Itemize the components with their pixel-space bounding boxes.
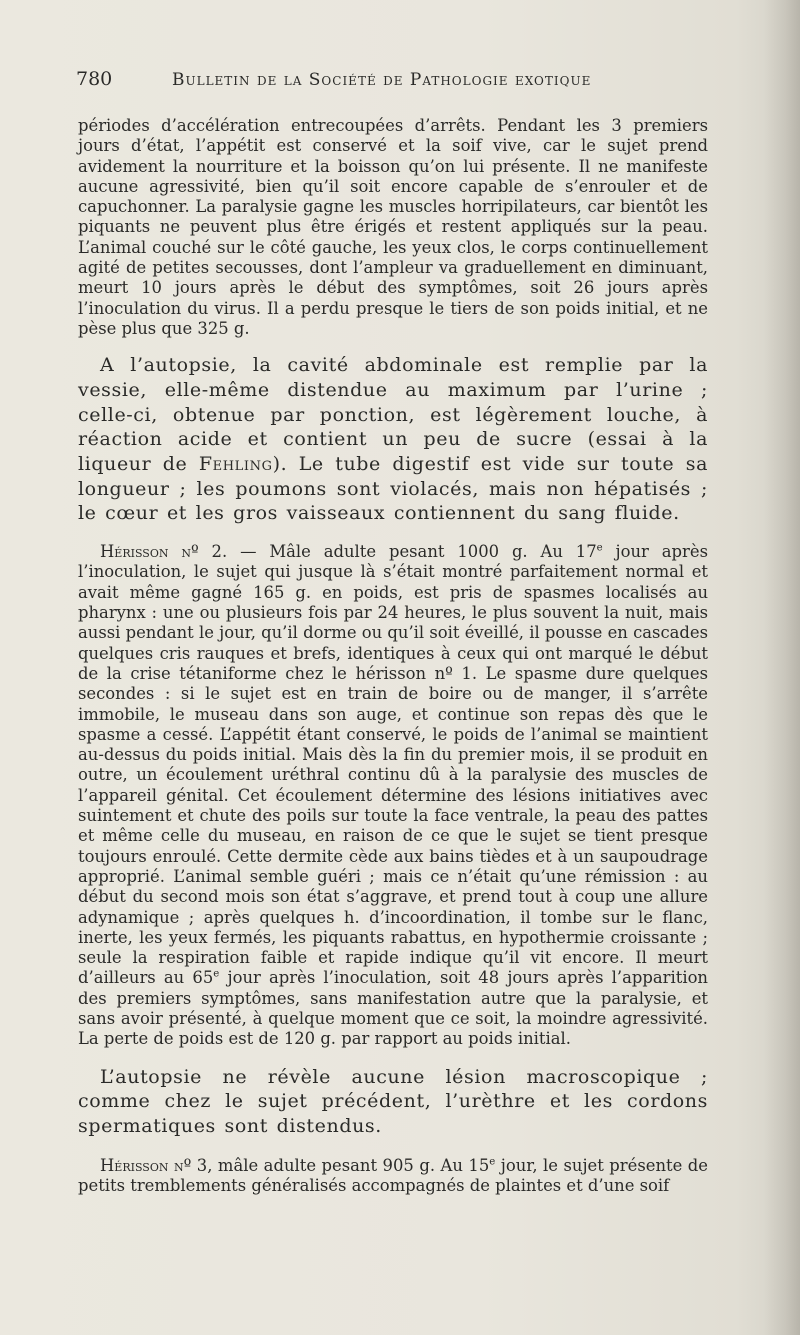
- superscript: e: [213, 968, 220, 980]
- paragraph-text: jour, le sujet présente de petits tremblements généralisés accompagnés de plaintes et d’une soif: [78, 1155, 708, 1196]
- paragraph-autopsy-1: [78, 353, 708, 526]
- page-number: 780: [76, 68, 113, 90]
- case-label: Hérisson nº 3,: [100, 1155, 213, 1175]
- paragraph-text: A l’autopsie, la cavité abdominale est remplie par la vessie, elle-même distendue au maximum par l’urine ; celle-ci, obtenue par ponction, est légèrement louche, à réaction acide et contient un peu de sucre (essai à la liqueur de: [78, 354, 708, 476]
- paragraph-text: jour après l’inoculation, le sujet qui jusque là s’était montré parfaitement normal et avait même gagné 165 g. en poids, est pris de spasmes localisés au pharynx : une ou plusieurs fois par 24 heures, le plus souvent la nuit, mais aussi pendant le jour, qu’il dorme ou qu’il soit éveillé, il pousse en cascades quelques cris rauques et brefs, identiques à ceux qui ont marqué le début de la crise tétaniforme chez le hérisson nº 1. Le spasme dure quelques secondes : si le sujet est en train de boire ou de manger, il s’arrête immobile, le museau dans son auge, et continue son repas dès que le spasme a cessé. L’appétit étant conservé, le poids de l’animal se maintient au-dessus du poids initial. Mais dès la fin du premier mois, il se produit en outre, un écoulement uréthral continu dû à la paralysie des muscles de l’appareil génital. Cet écoulement détermine des lésions initiatives avec suintement et chute des poils sur toute la face ventrale, la peau des pattes et même celle du museau, en raison de ce que le sujet se tient presque toujours enroulé. Cette dermite cède aux bains tièdes et à un saupoudrage approprié. L’animal semble guéri ; mais ce n’était qu’une rémission : au début du second mois son état s’aggrave, et prend tout à coup une allure adynamique ; après quelques h. d’incoordination, il tombe sur le flanc, inerte, les yeux fermés, les piquants rabattus, en hypothermie croissante ; seule la respiration faible et rapide indique qu’il vit encore. Il meurt d’ailleurs au 65: [78, 542, 708, 988]
- running-title: Bulletin de la Société de Pathologie exotique: [172, 70, 592, 90]
- page-header: [76, 68, 716, 98]
- case-label: Hérisson nº 2.: [100, 542, 228, 562]
- paragraph-text: jour après l’inoculation, soit 48 jours après l’apparition des premiers symptômes, sans manifestation autre que la paralysie, et sans avoir présenté, à quelque moment que ce soit, la moindre agressivité. La perte de poids est de 120 g. par rapport au poids initial.: [78, 968, 708, 1049]
- page-edge-shadow: [764, 0, 800, 1335]
- paragraph-text: ). Le tube digestif est vide sur toute sa longueur ; les poumons sont violacés, mais non hépatisés ; le cœur et les gros vaisseaux contiennent du sang fluide.: [78, 453, 708, 525]
- paragraph-text: mâle adulte pesant 905 g. Au 15: [212, 1155, 490, 1175]
- paragraph-continuation: périodes d’accélération entrecoupées d’arrêts. Pendant les 3 premiers jours d’état, l’appétit est conservé et la soif vive, car le sujet prend avidement la nourriture et la boisson qu’on lui présente. Il ne manifeste aucune agressivité, bien qu’il soit encore capable de s’enrouler et de capuchonner. La paralysie gagne les muscles horripilateurs, car bientôt les piquants ne peuvent plus être érigés et restent appliqués sur la peau. L’animal couché sur le côté gauche, les yeux clos, le corps continuellement agité de petites secousses, dont l’ampleur va graduellement en diminuant, meurt 10 jours après le début des symptômes, soit 26 jours après l’inoculation du virus. Il a perdu presque le tiers de son poids initial, et ne pèse plus que 325 g.: [78, 116, 708, 338]
- paragraph-herisson-3: [78, 1156, 708, 1197]
- paragraph-text: — Mâle adulte pesant 1000 g. Au 17: [227, 542, 597, 562]
- page-body: [78, 116, 708, 1196]
- superscript: e: [489, 1156, 496, 1168]
- paragraph-autopsy-2: L’autopsie ne révèle aucune lésion macroscopique ; comme chez le sujet précédent, l’urèthre et les cordons spermatiques sont distendus.: [78, 1065, 708, 1138]
- paragraph-herisson-2: [78, 542, 708, 1049]
- author-name: Fehling: [198, 453, 273, 476]
- superscript: e: [596, 542, 603, 554]
